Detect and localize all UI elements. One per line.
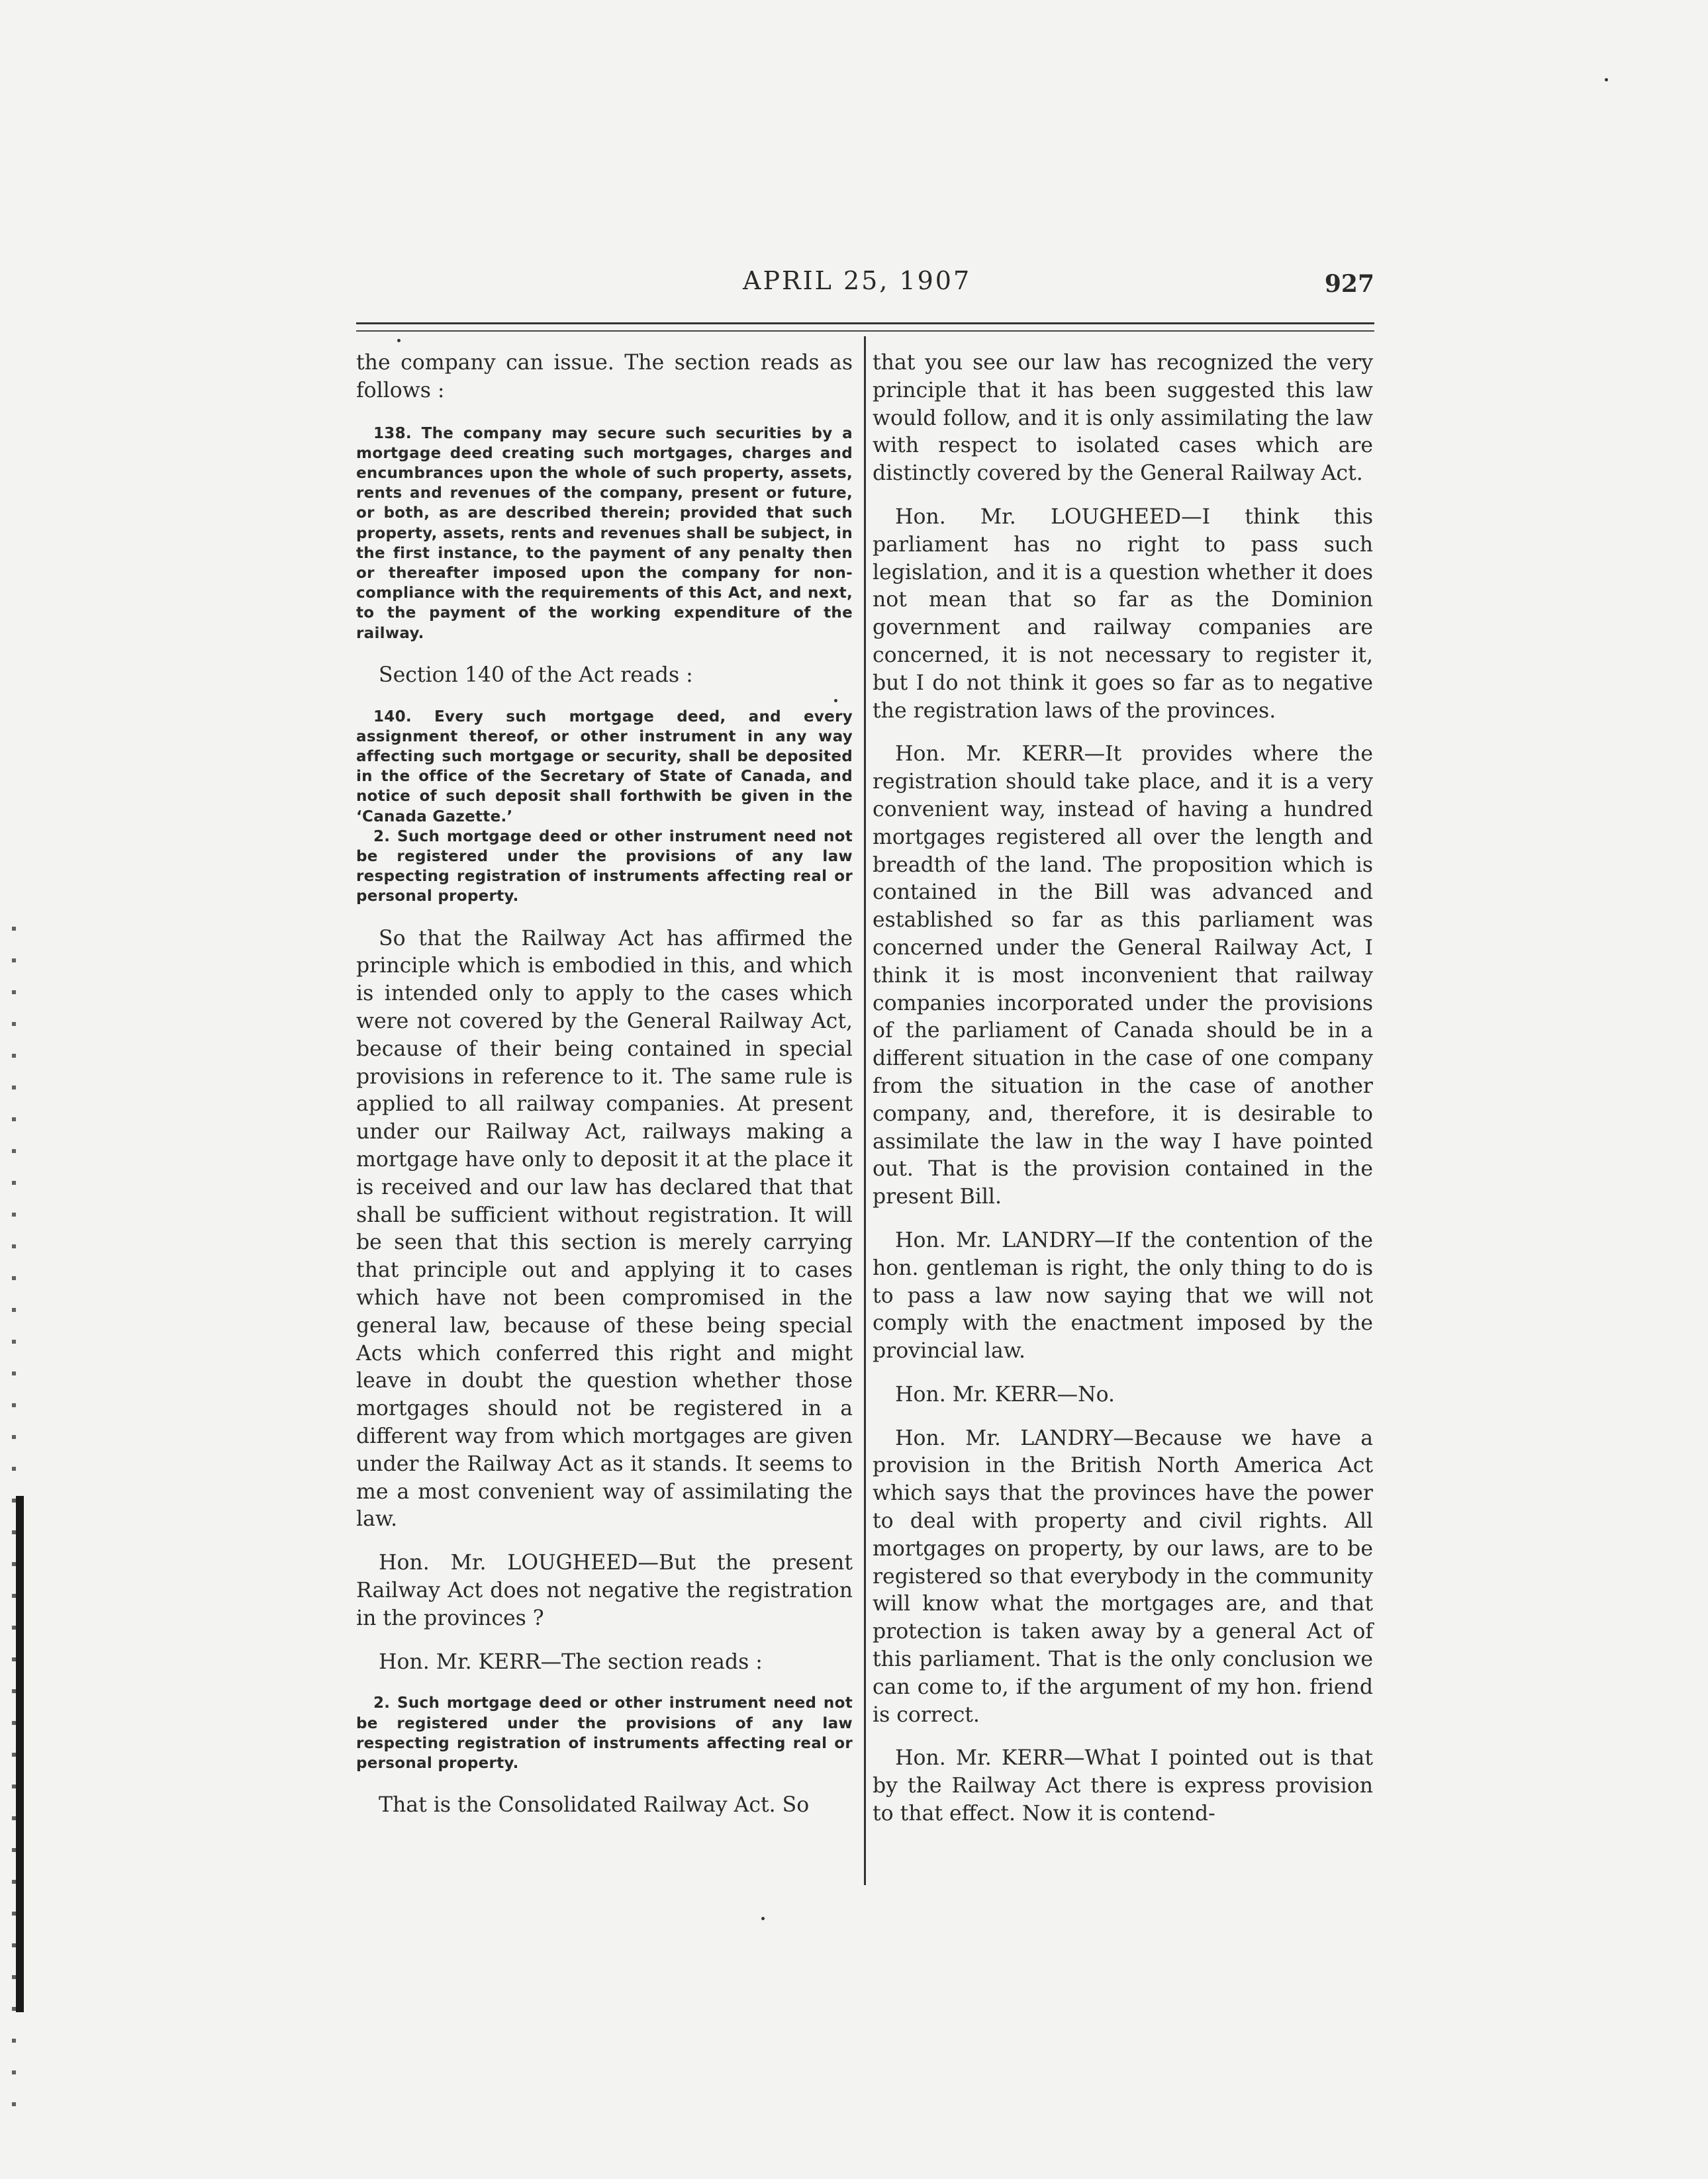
binding-edge-shadow [16, 1496, 24, 2012]
paragraph: So that the Railway Act has affirmed the principle which is embodied in this, and which is intended only to apply to the cases which were not covered by the General Railway Act, because of their being contained in special provisions in reference to it. The same rule is applied to all railway companies. At present under our Railway Act, railways making a mortgage have only to deposit it at the place it is received and our law has declared that that shall be sufficient without registration. It will be seen that this section is merely carrying that principle out and applying it to cases which have not been compromised in the general law, because of these being special Acts which conferred this right and might leave in doubt the question whether those mortgages should not be registered in a different way from which mortgages are given under the Railway Act as it stands. It seems to me a most convenient way of assimilating the law. [356, 926, 853, 1532]
quoted-section-140: 140. Every such mortgage deed, and every assignment thereof, or other instrument in any way affecting such mortgage or security, shall be deposited in the office of the Secretary of State of Canada, and notice of such deposit shall forthwith be given in the ‘Canada Gazette.’ [356, 708, 853, 825]
speech-lougheed: Hon. Mr. LOUGHEED—But the present Railway Act does not negative the registration in the provinces ? [356, 1551, 853, 1630]
speech-lougheed: Hon. Mr. LOUGHEED—I think this parliament has no right to pass such legislation, and it is a question whether it does not mean that so far as the Dominion government and railway companies are concerned, it is not necessary to register it, but I do not think it goes so far as to negative the registration laws of the provinces. [873, 504, 1373, 723]
page-number: 927 [1324, 270, 1374, 298]
print-speck [397, 339, 401, 342]
page-header [356, 266, 1374, 306]
paragraph: the company can issue. The section reads as follows : [356, 351, 853, 402]
print-speck [761, 1917, 765, 1920]
quoted-subsection-2-repeat: 2. Such mortgage deed or other instrument need not be registered under the provisions of any law respecting registration of instruments affecting real or personal property. [356, 1694, 853, 1772]
header-rule-bottom [356, 330, 1374, 332]
paragraph: That is the Consolidated Railway Act. So [379, 1793, 810, 1818]
print-speck [1605, 78, 1608, 81]
column-divider [864, 336, 866, 1885]
quoted-section-138: 138. The company may secure such securities by a mortgage deed creating such mortgages, charges and encumbrances upon the whole of such property, assets, rents and revenues of the company, present or future, or both, as are described therein; provided that such property, assets, rents and revenues shall be subject, in the first instance, to the payment of any penalty then or thereafter imposed upon the company for non-compliance with the requirements of this Act, and next, to the payment of the working expenditure of the railway. [356, 424, 853, 642]
speech-landry: Hon. Mr. LANDRY—Because we have a provision in the British North America Act which says that the provinces have the power to deal with property and civil rights. All mortgages on property, by our laws, are to be registered so that everybody in the community will know what the mortgages are, and that protection is taken away by a general Act of this parliament. That is the only conclusion we can come to, if the argument of my hon. friend is correct. [873, 1426, 1373, 1727]
speech-kerr: Hon. Mr. KERR—What I pointed out is that by the Railway Act there is express provision to that effect. Now it is contend- [873, 1746, 1373, 1826]
quoted-subsection-2: 2. Such mortgage deed or other instrument need not be registered under the provisions of any law respecting registration of instruments affecting real or personal property. [356, 827, 853, 905]
right-column [873, 349, 1373, 1844]
speech-kerr: Hon. Mr. KERR—It provides where the registration should take place, and it is a very convenient way, instead of having a hundred mortgages registered all over the length and breadth of the land. The proposition which is contained in the Bill was advanced and established so far as this parliament was concerned under the General Railway Act, I think it is most inconvenient that railway companies incorporated under the provisions of the parliament of Canada should be in a different situation in the case of one company from the situation in the case of another company, and, therefore, it is desirable to assimilate the law in the way I have pointed out. That is the provision contained in the present Bill. [873, 742, 1373, 1209]
speech-landry: Hon. Mr. LANDRY—If the contention of the hon. gentleman is right, the only thing to do is to pass a law now saying that we will not comply with the enactment imposed by the provincial law. [873, 1228, 1373, 1364]
left-column [356, 349, 853, 1835]
binding-edge-marks [12, 927, 16, 2118]
page-date: APRIL 25, 1907 [743, 266, 972, 295]
speech-kerr: Hon. Mr. KERR—The section reads : [379, 1649, 763, 1674]
paragraph: Section 140 of the Act reads : [379, 663, 693, 687]
paragraph: that you see our law has recognized the very principle that it has been suggested this law would follow, and it is only assimilating the law with respect to isolated cases which are distinctly covered by the General Railway Act. [873, 351, 1373, 486]
speech-kerr: Hon. Mr. KERR—No. [895, 1382, 1115, 1407]
print-speck [834, 699, 837, 702]
header-rule-top [356, 322, 1374, 324]
